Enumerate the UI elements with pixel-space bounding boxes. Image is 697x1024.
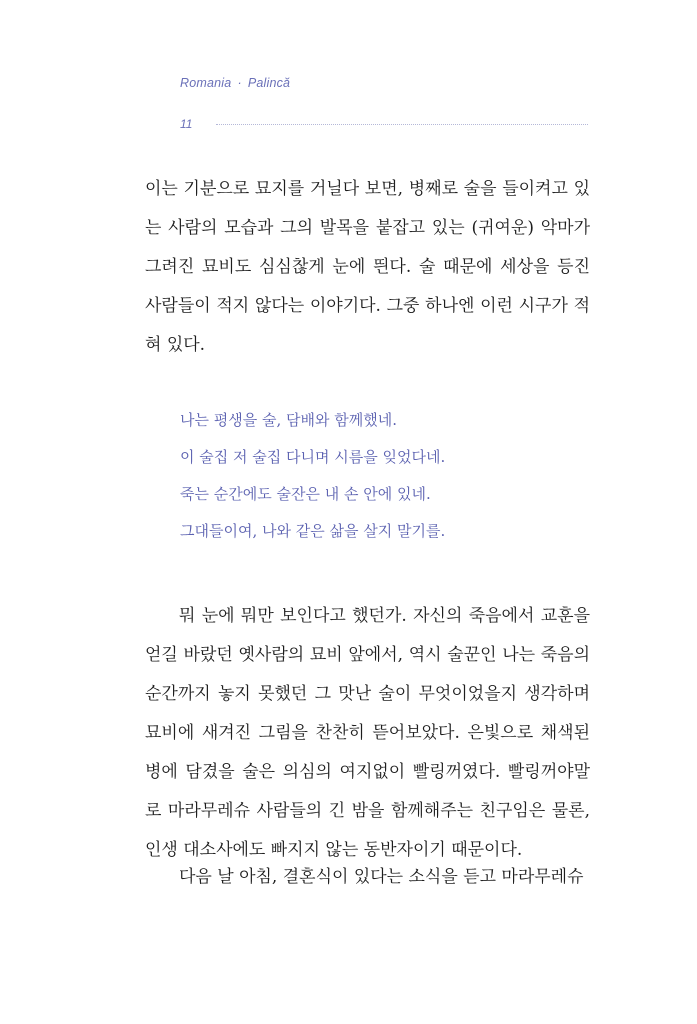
running-header-separator: · xyxy=(237,76,242,90)
body-paragraph-3: 다음 날 아침, 결혼식이 있다는 소식을 듣고 마라무레슈 xyxy=(179,867,584,887)
dotted-rule-divider xyxy=(216,124,588,125)
poem-line-2: 이 술집 저 술집 다니며 시름을 잊었다네. xyxy=(180,448,446,466)
running-header xyxy=(180,76,290,90)
running-header-topic: Palincă xyxy=(247,76,291,90)
running-header-country: Romania xyxy=(180,76,232,90)
poem-block xyxy=(180,402,445,550)
body-paragraph-1: 이는 기분으로 묘지를 거닐다 보면, 병째로 술을 들이켜고 있는 사람의 모습과 그의 발목을 붙잡고 있는 (귀여운) 악마가 그려진 묘비도 심심찮게 눈에 띈다. 술 때문에 세상을 등진 사람들이 적지 않다는 이야기다. 그중 하나엔 이런 시구가 적혀 있다. xyxy=(145,179,590,355)
page-number-row xyxy=(180,116,588,132)
body-paragraph-2: 뭐 눈에 뭐만 보인다고 했던가. 자신의 죽음에서 교훈을 얻길 바랐던 옛사람의 묘비 앞에서, 역시 술꾼인 나는 죽음의 순간까지 놓지 못했던 그 맛난 술이 무엇이었을지 생각하며 묘비에 새겨진 그림을 찬찬히 뜯어보았다. 은빛으로 채색된 병에 담겼을 술은 의심의 여지없이 빨링꺼였다. 빨링꺼야말로 마라무레슈 사람들의 긴 밤을 함께해주는 친구임은 물론, 인생 대소사에도 빠지지 않는 동반자이기 때문이다. xyxy=(145,606,590,860)
poem-line-1: 나는 평생을 술, 담배와 함께했네. xyxy=(180,411,397,429)
poem-line-3: 죽는 순간에도 술잔은 내 손 안에 있네. xyxy=(180,485,431,503)
poem-line-4: 그대들이여, 나와 같은 삶을 살지 말기를. xyxy=(180,522,446,540)
page-number: 11 xyxy=(180,117,193,131)
